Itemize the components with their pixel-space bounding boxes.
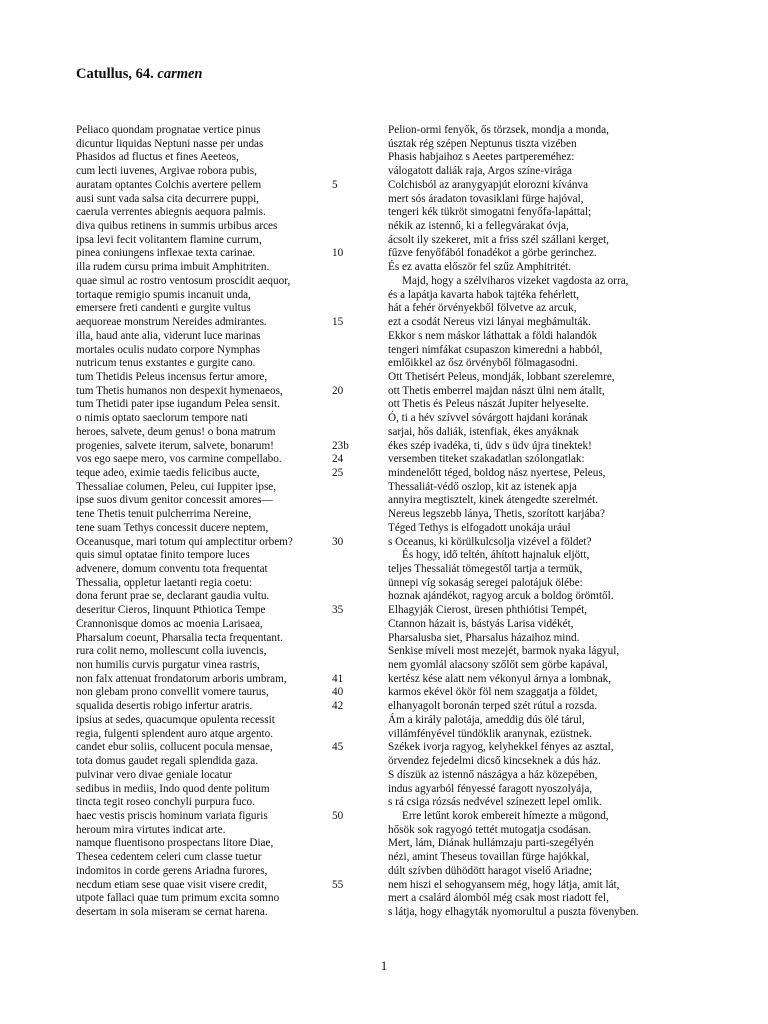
latin-text-column (76, 124, 376, 920)
verse-number (332, 522, 372, 536)
verse-number (332, 783, 372, 797)
hungarian-verse-line: hoznak ajándékot, ragyog arcuk a boldog örömtől. (388, 590, 614, 603)
latin-verse-line: quis simul optatae finito tempore luces (76, 549, 250, 562)
latin-verse-line: non glebam prono convellit vomere taurus, (76, 686, 269, 699)
hungarian-verse-line: hát a fehér örvényekből fölvetve az arcuk, (388, 302, 577, 315)
latin-verse-line: heroes, salvete, deum genus! o bona matrum (76, 425, 276, 438)
verse-number (332, 728, 372, 742)
latin-verse-line: illa rudem cursu prima imbuit Amphitriten. (76, 261, 270, 274)
verse-number (332, 124, 372, 138)
hungarian-verse-line: karmos ekével ökör föl nem szaggatja a földet, (388, 686, 598, 699)
latin-verse-line: tortaque remigio spumis incanuit unda, (76, 288, 251, 301)
latin-verse-line: emersere freti candenti e gurgite vultus (76, 302, 251, 315)
verse-number (332, 371, 372, 385)
hungarian-verse-line: mert a csalárd álomból még csak most riadott fel, (388, 892, 609, 905)
verse-number (332, 632, 372, 646)
verse-number (332, 426, 372, 440)
verse-number: 20 (332, 384, 344, 397)
latin-verse-line: ipsius at sedes, quacumque opulenta recessit (76, 713, 275, 726)
hungarian-verse-line: válogatott daliák raja, Argos színe-virága (388, 165, 573, 178)
hungarian-verse-line: ékes szép ivadéka, ti, üdv s üdv újra tinektek! (388, 439, 592, 452)
verse-number (332, 906, 372, 920)
hungarian-verse-line: Colchisból az aranygyapjút elorozni kívánva (388, 178, 589, 191)
hungarian-verse-line: Ó, ti a hév szívvel sóvárgott hajdani korának (388, 412, 588, 425)
hungarian-verse-line: ezt a csodát Nereus vizi lányai megbámulták. (388, 316, 591, 329)
hungarian-verse-line: nékik az istennő, ki a fellegvárakat óvja, (388, 220, 569, 233)
latin-verse-line: Pharsalum coeunt, Pharsalia tecta frequentant. (76, 631, 283, 644)
hungarian-verse-line: nézi, amint Theseus tovaillan fürge hajókkal, (388, 851, 590, 864)
verse-number (332, 851, 372, 865)
hungarian-verse-line: Elhagyják Cierost, üresen phthiótisi Tempét, (388, 604, 588, 617)
verse-number (332, 769, 372, 783)
verse-number: 45 (332, 741, 344, 754)
verse-number (332, 138, 372, 152)
hungarian-verse-line: És ez avatta először fel szűz Amphitritét. (388, 261, 571, 274)
verse-number (332, 151, 372, 165)
hungarian-verse-line: hősök sok ragyogó tettét mutogatja csodásan. (388, 823, 592, 836)
latin-verse-line: haec vestis priscis hominum variata figuris (76, 809, 268, 822)
hungarian-verse-line: nem hiszi el sehogyansem még, hogy látja, amit lát, (388, 878, 620, 891)
hungarian-verse-line: tengeri nimfákat csupaszon kimeredni a habból, (388, 343, 603, 356)
verse-number (332, 865, 372, 879)
latin-verse-line: caerula verrentes abiegnis aequora palmis. (76, 206, 266, 219)
latin-verse-line: ipsa levi fecit volitantem flamine currum, (76, 233, 262, 246)
verse-number (332, 220, 372, 234)
latin-verse-line: Oceanusque, mari totum qui amplectitur orbem? (76, 535, 293, 548)
author-title: Catullus, 64. (76, 66, 154, 82)
verse-number (332, 165, 372, 179)
hungarian-verse-line: nem gyomlál alacsony szőlőt sem görbe kapával, (388, 659, 608, 672)
hungarian-verse-line: ott Thetis és Peleus nászát Jupiter helyeselte. (388, 398, 589, 411)
hungarian-verse-line: úsztak rég szépen Neptunus tiszta vizében (388, 137, 577, 150)
latin-verse-line: squalida desertis robigo infertur aratris. (76, 700, 253, 713)
verse-number (332, 344, 372, 358)
hungarian-verse-line: Ekkor s nem máskor láthattak a földi halandók (388, 329, 598, 342)
verse-number (332, 549, 372, 563)
latin-verse-line: pulvinar vero divae geniale locatur (76, 768, 232, 781)
latin-verse-line: mortales oculis nudato corpore Nymphas (76, 343, 260, 356)
latin-verse-line: vos ego saepe mero, vos carmine compellabo. (76, 453, 282, 466)
hungarian-verse-line: Phasis habjaihoz s Aeetes partpereméhez: (388, 151, 575, 164)
hungarian-verse-line: villámfényével tündöklik aranynak, ezüstnek. (388, 727, 593, 740)
hungarian-verse-line: emlőikkel az ősz örvényből fölmagasodni. (388, 357, 578, 370)
latin-verse-line: Thessalia, oppletur laetanti regia coetu: (76, 576, 253, 589)
latin-verse-line: necdum etiam sese quae visit visere credit, (76, 878, 268, 891)
latin-verse-line: ipse suos divum genitor concessit amores— (76, 494, 273, 507)
verse-number (332, 330, 372, 344)
verse-number (332, 357, 372, 371)
latin-verse-line: desertam in sola miseram se cernat harena. (76, 905, 268, 918)
hungarian-verse-line: s rá csiga rózsás nedvével színezett lepel omlik. (388, 796, 602, 809)
hungarian-verse-line: mert sós áradaton tovasiklani fürge hajóval, (388, 192, 584, 205)
verse-number: 25 (332, 466, 344, 479)
line-number-column (332, 124, 372, 920)
hungarian-verse-line: ácsolt ily szekeret, mit a friss szél szállani kerget, (388, 233, 609, 246)
verse-number: 24 (332, 453, 344, 466)
latin-verse-line: tincta tegit roseo conchyli purpura fuco. (76, 796, 255, 809)
latin-verse-line: Thessaliae columen, Peleu, cui Iuppiter ipse, (76, 480, 277, 493)
hungarian-verse-line: teljes Thessaliát tömegestől tartja a termük, (388, 563, 583, 575)
hungarian-verse-line: Thessaliát-védő oszlop, kit az istenek apja (388, 480, 577, 493)
verse-number (332, 481, 372, 495)
latin-verse-line: regia, fulgenti splendent auro atque argento. (76, 727, 274, 740)
verse-number (332, 412, 372, 426)
verse-number (332, 234, 372, 248)
hungarian-verse-line: Téged Tethys is elfogadott unokája urául (388, 521, 571, 534)
verse-number: 23b (332, 439, 349, 452)
latin-verse-line: tum Thetidis Peleus incensus fertur amore, (76, 370, 268, 383)
latin-verse-line: diva quibus retinens in summis urbibus arces (76, 220, 278, 233)
verse-number: 10 (332, 247, 344, 260)
verse-number (332, 193, 372, 207)
hungarian-verse-line: ünnepi víg sokaság seregei palotájuk ölébe: (388, 576, 583, 589)
hungarian-verse-line: Ott Thetisért Peleus, mondják, lobbant szerelemre, (388, 370, 615, 383)
verse-number (332, 618, 372, 632)
verse-number: 35 (332, 604, 344, 617)
hungarian-verse-line: és a lapátja kavarta habok tajtéka fehérlett, (388, 288, 580, 301)
verse-number (332, 563, 372, 577)
hungarian-translation-column (388, 124, 728, 920)
hungarian-verse-line: És hogy, idő teltén, áhított hajnaluk eljött, (402, 549, 590, 562)
latin-verse-line: rura colit nemo, mollescunt colla iuvencis, (76, 645, 267, 658)
latin-verse-line: non falx attenuat frondatorum arboris umbram, (76, 672, 287, 685)
hungarian-verse-line: Ám a király palotája, ameddig dús ölé tárul, (388, 713, 585, 726)
hungarian-verse-line: s Oceanus, ki körülkulcsolja vizével a földet? (388, 535, 592, 548)
latin-verse-line: dona ferunt prae se, declarant gaudia vultu. (76, 590, 270, 603)
hungarian-verse-line: s látja, hogy elhagyták nyomorultul a puszta fövenyben. (388, 905, 639, 918)
hungarian-verse-line: kertész kése alatt nem vékonyul árnya a lombnak, (388, 672, 612, 685)
latin-verse-line: Crannonisque domos ac moenia Larisaea, (76, 617, 263, 630)
verse-number (332, 261, 372, 275)
verse-number: 50 (332, 809, 344, 822)
hungarian-verse-line: Pharsalusba siet, Pharsalus házaihoz mind. (388, 631, 580, 644)
verse-number (332, 289, 372, 303)
latin-verse-line: Peliaco quondam prognatae vertice pinus (76, 124, 261, 136)
verse-number: 41 (332, 672, 344, 685)
latin-verse-line: cum lecti iuvenes, Argivae robora pubis, (76, 165, 257, 178)
verse-number (332, 494, 372, 508)
verse-number (332, 577, 372, 591)
hungarian-verse-line: dúlt szívben dühödött haragot viselő Ariadne; (388, 864, 593, 877)
hungarian-verse-line: sarjai, hős daliák, istenfiak, ékes anyáknak (388, 425, 579, 438)
hungarian-verse-line: Pelion-ormi fenyők, ős törzsek, mondja a monda, (388, 124, 609, 136)
verse-number (332, 796, 372, 810)
verse-number (332, 398, 372, 412)
hungarian-verse-line: annyira megtisztelt, kinek átengedte szerelmét. (388, 494, 598, 507)
hungarian-verse-line: örvendez fejedelmi dicső kincseknek a dús ház. (388, 755, 601, 768)
latin-verse-line: nutricum tenus exstantes e gurgite cano. (76, 357, 256, 370)
verse-number (332, 275, 372, 289)
latin-verse-line: o nimis optato saeclorum tempore nati (76, 412, 248, 425)
verse-number: 55 (332, 878, 344, 891)
latin-verse-line: aequoreae monstrum Nereides admirantes. (76, 316, 267, 329)
verse-number (332, 508, 372, 522)
verse-number: 30 (332, 535, 344, 548)
latin-verse-line: pinea coniungens inflexae texta carinae. (76, 247, 256, 260)
verse-number (332, 302, 372, 316)
verse-number (332, 645, 372, 659)
latin-verse-line: dicuntur liquidas Neptuni nasse per undas (76, 137, 264, 150)
latin-verse-line: indomitos in corde gerens Ariadna furores, (76, 864, 268, 877)
latin-verse-line: teque adeo, eximie taedis felicibus aucte, (76, 466, 260, 479)
hungarian-verse-line: Erre letűnt korok embereit hímezte a mügond, (402, 809, 609, 822)
verse-number: 42 (332, 700, 344, 713)
verse-number: 5 (332, 178, 338, 191)
hungarian-verse-line: versemben titeket szakadatlan szólongatlak: (388, 453, 585, 466)
latin-verse-line: sedibus in mediis, Indo quod dente politum (76, 782, 270, 795)
latin-verse-line: utpote fallaci quae tum primum excita somno (76, 892, 280, 905)
latin-verse-line: tum Thetidi pater ipse iugandum Pelea sensit. (76, 398, 280, 411)
hungarian-verse-line: Nereus legszebb lánya, Thetis, szorított karjába? (388, 508, 605, 521)
verse-number: 40 (332, 686, 344, 699)
verse-number (332, 892, 372, 906)
latin-verse-line: auratam optantes Colchis avertere pellem (76, 178, 262, 191)
latin-verse-line: Phasidos ad fluctus et fines Aeeteos, (76, 151, 239, 164)
hungarian-verse-line: Ctannon házait is, bástyás Larisa vidékét, (388, 617, 574, 630)
verse-number (332, 837, 372, 851)
latin-verse-line: heroum mira virtutes indicat arte. (76, 823, 226, 836)
latin-verse-line: tota domus gaudet regali splendida gaza. (76, 755, 259, 768)
verse-number (332, 714, 372, 728)
hungarian-verse-line: fűzve fenyőfából fonadékot a görbe gerinchez. (388, 247, 597, 260)
latin-verse-line: namque fluentisono prospectans litore Diae, (76, 837, 274, 850)
hungarian-verse-line: ott Thetis emberrel majdan nászt ülni nem átallt, (388, 384, 605, 397)
latin-verse-line: illa, haud ante alia, viderunt luce marinas (76, 329, 261, 342)
verse-number (332, 659, 372, 673)
hungarian-verse-line: indus agyarból fényessé faragott nyoszolyája, (388, 782, 593, 795)
latin-verse-line: candet ebur soliis, collucent pocula mensae, (76, 741, 273, 754)
latin-verse-line: progenies, salvete iterum, salvete, bonarum! (76, 439, 274, 452)
latin-verse-line: tene suam Tethys concessit ducere neptem, (76, 521, 269, 534)
hungarian-verse-line: S díszük az istennő nászágya a ház közepében, (388, 768, 598, 781)
page-number: 1 (380, 958, 388, 973)
latin-verse-line: non humilis curvis purgatur vinea rastris, (76, 659, 260, 672)
latin-verse-line: ausi sunt vada salsa cita decurrere puppi, (76, 192, 259, 205)
hungarian-verse-line: elhanyagolt boronán terped szét rútul a rozsda. (388, 700, 598, 713)
latin-verse-line: tum Thetis humanos non despexit hymenaeos, (76, 384, 283, 397)
latin-verse-line: quae simul ac rostro ventosum proscidit aequor, (76, 274, 291, 287)
hungarian-verse-line: tengeri kék tükröt simogatni fenyőfa-lapáttal; (388, 206, 592, 219)
verse-number (332, 755, 372, 769)
verse-number (332, 206, 372, 220)
hungarian-verse-line: mindenelőtt téged, boldog nász nyertese, Peleus, (388, 466, 606, 479)
hungarian-verse-line: Majd, hogy a szélviharos vizeket vagdosta az orra, (402, 274, 629, 287)
hungarian-verse-line: Székek ivorja ragyog, kelyhekkel fényes az asztal, (388, 741, 614, 754)
latin-verse-line: deseritur Cieros, linquunt Pthiotica Tempe (76, 604, 266, 617)
verse-number (332, 824, 372, 838)
latin-verse-line: tene Thetis tenuit pulcherrima Nereine, (76, 508, 252, 521)
hungarian-verse-line: Mert, lám, Diának hullámzaju parti-szegélyén (388, 837, 594, 850)
hungarian-verse-line: Senkise míveli most mezejét, barmok nyaka lágyul, (388, 645, 620, 658)
latin-verse-line: Thesea cedentem celeri cum classe tuetur (76, 851, 262, 864)
latin-verse-line: advenere, domum conventu tota frequentat (76, 563, 268, 575)
page-title (76, 66, 203, 83)
verse-number (332, 590, 372, 604)
verse-number: 15 (332, 316, 344, 329)
work-title: carmen (157, 66, 203, 82)
